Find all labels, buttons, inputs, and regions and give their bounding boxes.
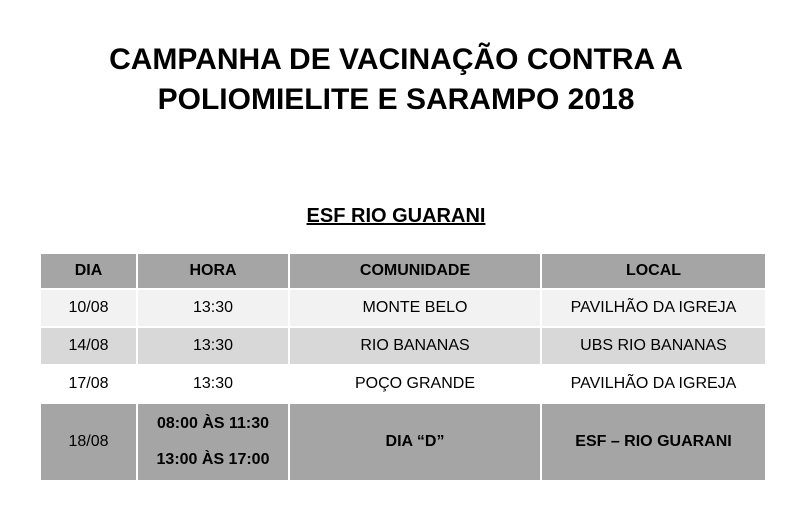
cell-dia: 17/08: [41, 366, 136, 402]
hora-morning: 08:00 ÀS 11:30: [156, 415, 270, 432]
title-line-2: POLIOMIELITE E SARAMPO 2018: [157, 83, 635, 116]
table-row: [41, 328, 765, 364]
table-header-row: [41, 254, 765, 288]
header-dia: DIA: [41, 254, 136, 288]
cell-local: UBS RIO BANANAS: [542, 328, 765, 364]
cell-local: PAVILHÃO DA IGREJA: [542, 366, 765, 402]
title-line-1: CAMPANHA DE VACINAÇÃO CONTRA A: [109, 43, 683, 76]
cell-comunidade: POÇO GRANDE: [290, 366, 540, 402]
header-hora: HORA: [138, 254, 288, 288]
cell-hora: [138, 404, 288, 480]
cell-hora: 13:30: [138, 366, 288, 402]
cell-dia: 14/08: [41, 328, 136, 364]
cell-local: PAVILHÃO DA IGREJA: [542, 290, 765, 326]
cell-hora: 13:30: [138, 290, 288, 326]
cell-comunidade: DIA “D”: [290, 404, 540, 480]
cell-dia: 10/08: [41, 290, 136, 326]
cell-local: ESF – RIO GUARANI: [542, 404, 765, 480]
table-row: [41, 404, 765, 480]
cell-hora: 13:30: [138, 328, 288, 364]
header-local: LOCAL: [542, 254, 765, 288]
hora-afternoon: 13:00 ÀS 17:00: [156, 451, 270, 468]
page-title: [0, 40, 792, 120]
cell-comunidade: RIO BANANAS: [290, 328, 540, 364]
cell-dia: 18/08: [41, 404, 136, 480]
schedule-table: [39, 252, 767, 482]
cell-comunidade: MONTE BELO: [290, 290, 540, 326]
table-row: [41, 290, 765, 326]
section-subtitle: ESF RIO GUARANI: [306, 205, 486, 227]
table-row: [41, 366, 765, 402]
header-comunidade: COMUNIDADE: [290, 254, 540, 288]
